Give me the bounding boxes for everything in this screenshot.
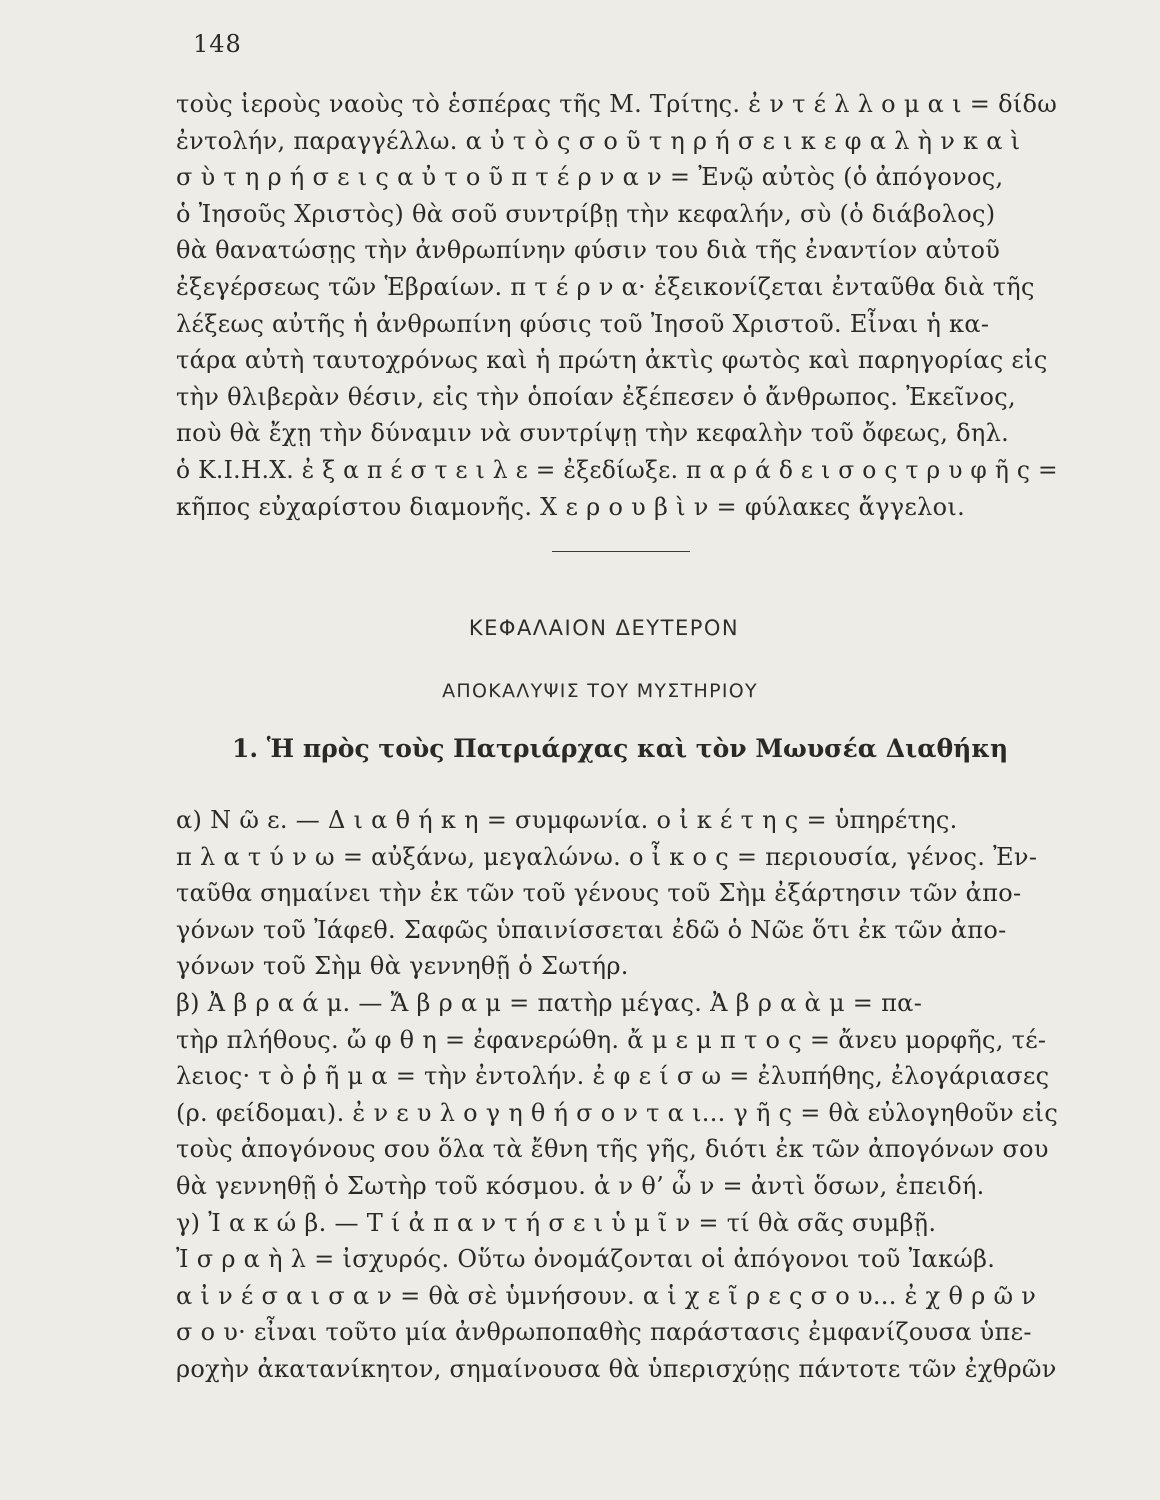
text-line: π λ α τ ύ ν ω = αὐξάνω, μεγαλώνω. ο ἶ κ ο ς = περιουσία, γένος. Ἐν-: [176, 842, 1038, 871]
text-line: α ἰ ν έ σ α ι σ α ν = θὰ σὲ ὑμνήσουν. α ἱ χ ε ῖ ρ ε ς σ ο υ... ἐ χ θ ρ ῶ ν: [176, 1281, 1037, 1310]
text-line: τὴν θλιβερὰν θέσιν, εἰς τὴν ὁποίαν ἐξέπεσεν ὁ ἄνθρωπος. Ἐκεῖνος,: [176, 382, 1016, 411]
section-title: 1. Ἡ πρὸς τοὺς Πατριάρχας καὶ τὸν Μωυσέα Διαθήκη: [232, 734, 1009, 763]
text-line: τὴρ πλήθους. ὤ φ θ η = ἐφανερώθη. ἄ μ ε μ π τ ο ς = ἄνευ μορφῆς, τέ-: [176, 1025, 1047, 1054]
chapter-subtitle: ΑΠΟΚΑΛΥΨΙΣ ΤΟΥ ΜΥΣΤΗΡΙΟΥ: [442, 680, 758, 702]
text-line: Ἰ σ ρ α ὴ λ = ἰσχυρός. Οὕτω ὀνομάζονται οἱ ἀπόγονοι τοῦ Ἰακώβ.: [176, 1245, 996, 1274]
text-line: λειος· τ ὸ ῥ ῆ μ α = τὴν ἐντολήν. ἐ φ ε ί σ ω = ἐλυπήθης, ἐλογάριασες: [176, 1062, 1050, 1091]
text-line: γ) Ἰ α κ ώ β. — Τ ί ἀ π α ν τ ή σ ε ι ὑ μ ῖ ν = τί θὰ σᾶς συμβῇ.: [176, 1208, 937, 1237]
text-line: θὰ γεννηθῇ ὁ Σωτὴρ τοῦ κόσμου. ἀ ν θ’ ὧ ν = ἀντὶ ὅσων, ἐπειδή.: [176, 1171, 985, 1200]
paragraph-top: [176, 86, 1058, 525]
text-line: λέξεως αὐτῆς ἡ ἀνθρωπίνη φύσις τοῦ Ἰησοῦ Χριστοῦ. Εἶναι ἡ κα-: [176, 309, 990, 338]
text-line: θὰ θανατώσῃς τὴν ἀνθρωπίνην φύσιν του διὰ τῆς ἐναντίον αὐτοῦ: [176, 236, 1001, 265]
text-line: τοὺς ἱεροὺς ναοὺς τὸ ἑσπέρας τῆς Μ. Τρίτης. ἐ ν τ έ λ λ ο μ α ι = δίδω: [176, 90, 1058, 118]
text-line: α) Ν ῶ ε. — Δ ι α θ ή κ η = συμφωνία. ο ἰ κ έ τ η ς = ὑπηρέτης.: [176, 806, 958, 834]
text-line: ποὺ θὰ ἔχῃ τὴν δύναμιν νὰ συντρίψῃ τὴν κεφαλὴν τοῦ ὄφεως, δηλ.: [176, 419, 1010, 448]
text-line: σ ὺ τ η ρ ή σ ε ι ς α ὐ τ ο ῦ π τ έ ρ ν α ν = Ἐνῷ αὐτὸς (ὁ ἀπόγονος,: [176, 163, 1004, 192]
text-line: σ ο υ· εἶναι τοῦτο μία ἀνθρωποπαθὴς παράστασις ἐμφανίζουσα ὑπε-: [176, 1318, 1032, 1347]
text-line: τάρα αὐτὴ ταυτοχρόνως καὶ ἡ πρώτη ἀκτὶς φωτὸς καὶ παρηγορίας εἰς: [176, 346, 1048, 375]
section-divider: [552, 551, 690, 552]
page-number: 148: [193, 30, 242, 58]
text-line: ὁ Ἰησοῦς Χριστὸς) θὰ σοῦ συντρίβῃ τὴν κεφαλήν, σὺ (ὁ διάβολος): [176, 199, 996, 228]
text-line: ἐξεγέρσεως τῶν Ἑβραίων. π τ έ ρ ν α· ἐξεικονίζεται ἐνταῦθα διὰ τῆς: [176, 272, 1035, 301]
chapter-title: ΚΕΦΑΛΑΙΟΝ ΔΕΥΤΕΡΟΝ: [468, 616, 740, 640]
text-line: γόνων τοῦ Ἰάφεθ. Σαφῶς ὑπαινίσσεται ἐδῶ ὁ Νῶε ὅτι ἐκ τῶν ἀπο-: [176, 915, 1007, 944]
paragraph-bottom: [176, 802, 1058, 1388]
text-line: κῆπος εὐχαρίστου διαμονῆς. Χ ε ρ ο υ β ὶ ν = φύλακες ἄγγελοι.: [176, 492, 966, 521]
text-line: γόνων τοῦ Σὴμ θὰ γεννηθῇ ὁ Σωτήρ.: [176, 952, 629, 981]
text-line: ἐντολήν, παραγγέλλω. α ὐ τ ὸ ς σ ο ῦ τ η ρ ή σ ε ι κ ε φ α λ ὴ ν κ α ὶ: [176, 126, 1021, 155]
text-line: ροχὴν ἀκατανίκητον, σημαίνουσα θὰ ὑπερισχύῃς πάντοτε τῶν ἐχθρῶν: [176, 1354, 1057, 1383]
text-line: ταῦθα σημαίνει τὴν ἐκ τῶν τοῦ γένους τοῦ Σὴμ ἐξάρτησιν τῶν ἀπο-: [176, 879, 1022, 908]
text-line: β) Ἀ β ρ α ά μ. — Ἄ β ρ α μ = πατὴρ μέγας. Ἀ β ρ α ὰ μ = πα-: [176, 988, 923, 1017]
text-line: (ρ. φείδομαι). ἐ ν ε υ λ ο γ η θ ή σ ο ν τ α ι... γ ῆ ς = θὰ εὐλογηθοῦν εἰς: [176, 1098, 1059, 1127]
text-line: τοὺς ἀπογόνους σου ὅλα τὰ ἔθνη τῆς γῆς, διότι ἐκ τῶν ἀπογόνων σου: [176, 1135, 1049, 1164]
text-line: ὁ Κ.Ι.Η.Χ. ἐ ξ α π έ σ τ ε ι λ ε = ἐξεδίωξε. π α ρ ά δ ε ι σ ο ς τ ρ υ φ ῆ ς =: [176, 455, 1058, 484]
